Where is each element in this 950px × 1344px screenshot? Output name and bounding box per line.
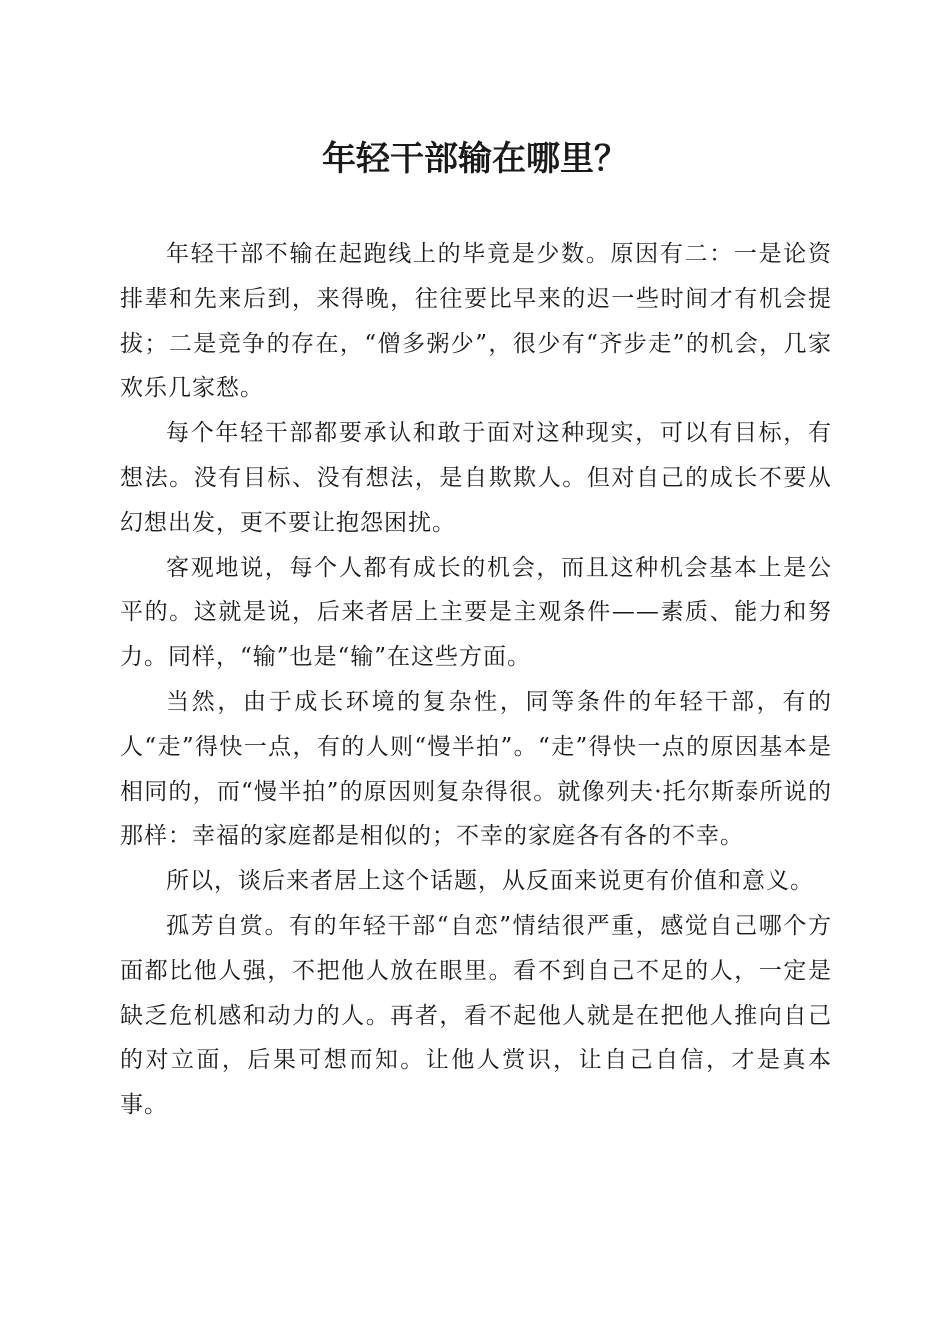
paragraph: 客观地说，每个人都有成长的机会，而且这种机会基本上是公平的。这就是说，后来者居上主要是主观条件——素质、能力和努力。同样，“输”也是“输”在这些方面。 xyxy=(120,554,832,671)
paragraph: 每个年轻干部都要承认和敢于面对这种现实，可以有目标，有想法。没有目标、没有想法，是自欺欺人。但对自己的成长不要从幻想出发，更不要让抱怨困扰。 xyxy=(120,420,832,536)
document-body xyxy=(120,232,832,1128)
paragraph: 孤芳自赏。有的年轻干部“自恋”情结很严重，感觉自己哪个方面都比他人强，不把他人放在眼里。看不到自己不足的人，一定是缺乏危机感和动力的人。再者，看不起他人就是在把他人推向自己的对立面，后果可想而知。让他人赏识，让自己自信，才是真本事。 xyxy=(120,912,832,1119)
document-title: 年轻干部输在哪里？ xyxy=(322,139,628,179)
paragraph: 当然，由于成长环境的复杂性，同等条件的年轻干部，有的人“走”得快一点，有的人则“慢半拍”。“走”得快一点的原因基本是相同的，而“慢半拍”的原因则复杂得很。就像列夫·托尔斯泰所说的那样：幸福的家庭都是相似的；不幸的家庭各有各的不幸。 xyxy=(120,688,832,850)
paragraph: 所以，谈后来者居上这个话题，从反面来说更有价值和意义。 xyxy=(166,868,814,895)
paragraph: 年轻干部不输在起跑线上的毕竟是少数。原因有二：一是论资排辈和先来后到，来得晚，往往要比早来的迟一些时间才有机会提拔；二是竞争的存在，“僧多粥少”，很少有“齐步走”的机会，几家欢乐几家愁。 xyxy=(120,241,832,402)
